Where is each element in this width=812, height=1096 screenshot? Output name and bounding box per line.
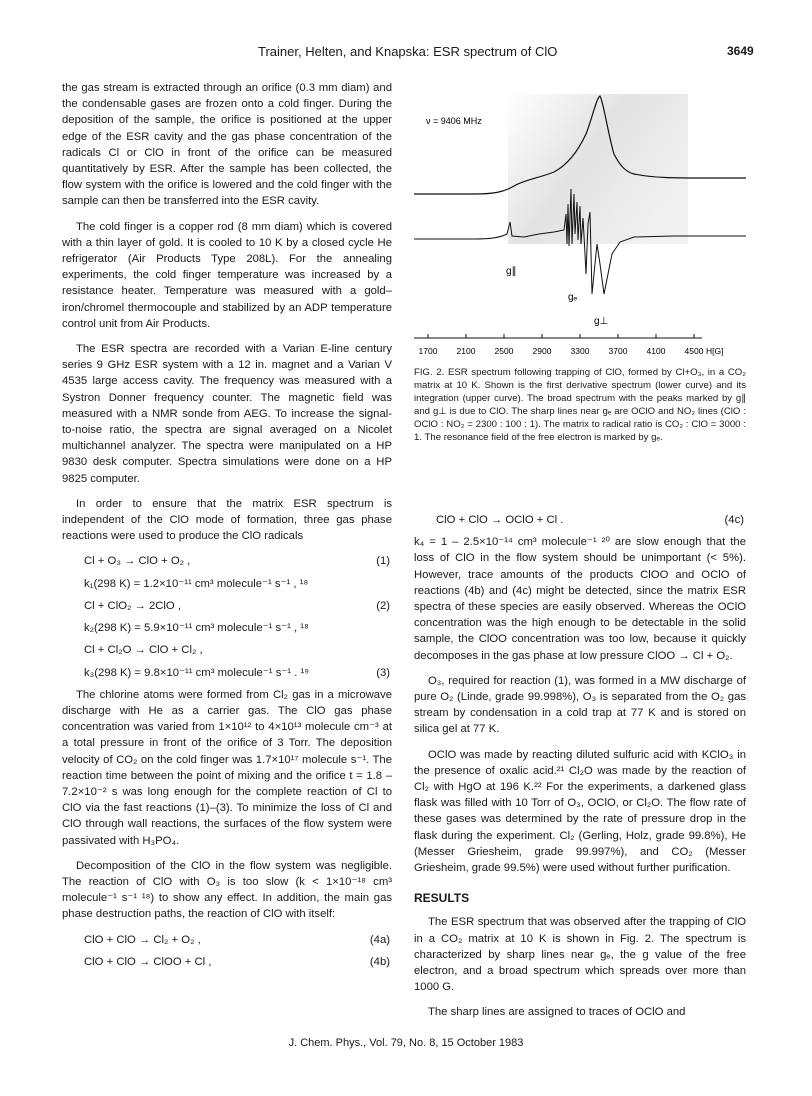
axis-tick-label: 3700 <box>608 346 628 356</box>
axis-tick-label: 1700 <box>418 346 438 356</box>
axis-tick-label: 4500 <box>684 346 704 356</box>
running-head: Trainer, Helten, and Knapska: ESR spectrum of ClO <box>258 44 558 59</box>
left-column <box>62 80 392 976</box>
axis-tick-label: 2900 <box>532 346 552 356</box>
axis-tick-label: 3300 <box>570 346 590 356</box>
figure-caption: FIG. 2. ESR spectrum following trapping of ClO, formed by Cl+O₃, in a CO₂ matrix at 10 K. Shown is the first derivative spectrum (lower curve) and its integration (upper curve). The broad spectrum with the peaks marked by g∥ and g⊥ is due to ClO. The sharp lines near gₑ are OClO and NO₂ lines (ClO : OClO : NO₂ = 2300 : 100 : 1). The matrix to radical ratio is CO₂ : ClO = 3000 : 1. The resonance field of the free electron is marked by gₑ. <box>414 367 746 443</box>
paragraph: The chlorine atoms were formed from Cl₂ gas in a microwave discharge with He as a carrier gas. The ClO gas phase concentration was varied from 1×10¹² to 4×10¹³ molecule cm⁻³ at a total pressure in front of the orifice of 3 Torr. The deposition velocity of CO₂ on the cold finger was 1.7×10¹⁷ molecule s⁻¹. The reaction time between the point of mixing and the orifice t = 1.8 – 7.2×10⁻² s was long enough for the complete reaction of Cl to ClO via the fast reactions (1)–(3). To minimize the loss of Cl and ClO through wall reactions, the surfaces of the flow system were passivated with H₃PO₄. <box>62 688 392 847</box>
equation-2: Cl + ClO₂ → 2ClO , (2) <box>84 599 390 612</box>
esr-spectrum-figure <box>414 94 746 362</box>
esr-spectrum-plot <box>414 94 746 362</box>
paragraph: In order to ensure that the matrix ESR spectrum is independent of the ClO mode of formation, three gas phase reactions were used to produce the ClO radicals <box>62 497 392 543</box>
paragraph: k₄ = 1 – 2.5×10⁻¹⁴ cm³ molecule⁻¹ ²⁰ are slow enough that the loss of ClO in the flow system should be unimportant (< 5%). However, trace amounts of the products ClOO and OClO of reactions (4b) and (4c) might be detected, since the matrix ESR spectra of these species are easily observed. Whereas the OClO concentration was the high enough to be detectable in the solid sample, the ClOO concentration was too low, because it quickly decomposes in the gas phase at low pressure ClOO → Cl + O₂. <box>414 536 746 662</box>
paragraph: O₃, required for reaction (1), was formed in a MW discharge of pure O₂ (Linde, grade 99.998%), O₃ is separated from the O₂ gas stream by condensation in a cold trap at 77 K and is stored on silica gel at 77 K. <box>414 674 746 736</box>
rate-constant-1: k₁(298 K) = 1.2×10⁻¹¹ cm³ molecule⁻¹ s⁻¹ , ¹⁸ <box>84 577 309 590</box>
g-parallel-label: g∥ <box>506 266 517 277</box>
journal-footer: J. Chem. Phys., Vol. 79, No. 8, 15 October 1983 <box>288 1037 524 1049</box>
rate-constant-2: k₂(298 K) = 5.9×10⁻¹¹ cm³ molecule⁻¹ s⁻¹ , ¹⁸ <box>84 622 309 635</box>
axis-tick-label: 4100 <box>646 346 666 356</box>
section-heading: RESULTS <box>414 891 470 906</box>
right-column <box>414 508 746 1030</box>
frequency-label: ν = 9406 MHz <box>426 116 482 126</box>
equation-3: Cl + Cl₂O → ClO + Cl₂ , <box>84 644 203 657</box>
paragraph: The ESR spectra are recorded with a Varian E-line century series 9 GHz ESR system with a 12 in. magnet and a Varian V 4535 large access cavity. The frequency was measured with a Systron Donner frequency counter. The magnetic field was measured with a NMR sonde from AEG. To increase the signal-to-noise ratio, the spectra are signal averaged on a Nicolet multichannel analyzer. The spectra were manipulated on a HP 9830 desk computer. Spectra simulations were done on a HP 9825 computer. <box>62 343 392 485</box>
equation-1: Cl + O₃ → ClO + O₂ , (1) <box>84 555 390 568</box>
axis-tick-label: 2500 <box>494 346 514 356</box>
paragraph: OClO was made by reacting diluted sulfuric acid with KClO₃ in the presence of oxalic acid.²¹ Cl₂O was made by the reaction of Cl₂ with HgO at 196 K.²² For the experiments, a darkened glass flask was filled with 10 Torr of O₃, OClO, or Cl₂O. The flow rate of these gases was determined by the rate of pressure drop in the flask during the experiment. Cl₂ (Gerling, Holz, grade 99.8%), He (Messer Griesheim, grade 99.997%), and CO₂ (Messer Griesheim, grade 99.5%) were used without further purification. <box>414 748 746 875</box>
equation-4c: ClO + ClO → OClO + Cl . (4c) <box>436 514 744 526</box>
axis-ticks <box>419 334 704 356</box>
axis-unit: H[G] <box>706 346 724 356</box>
g-e-label: gₑ <box>568 292 578 303</box>
g-perp-label: g⊥ <box>594 316 609 327</box>
equation-4b: ClO + ClO → ClOO + Cl , (4b) <box>84 955 390 968</box>
paragraph: The cold finger is a copper rod (8 mm diam) which is covered with a thin layer of gold. It is cooled to 10 K by a closed cycle He refrigerator (Air Products Type 208L). For the annealing experiments, the cold finger temperature was increased by a resistance heater. Temperature was measured with a gold–iron/chromel thermocouple and stabilized by an ADP temperature control unit from Air Products. <box>62 220 392 330</box>
paragraph: The sharp lines are assigned to traces of OClO and <box>428 1006 686 1019</box>
page-number: 3649 <box>727 44 754 58</box>
paragraph: Decomposition of the ClO in the flow system was negligible. The reaction of ClO with O₃ is too slow (k < 1×10⁻¹⁸ cm³ molecule⁻¹ s⁻¹ ¹⁸) to show any effect. In addition, the main gas phase destruction paths, the reaction of ClO with itself: <box>62 859 392 921</box>
axis-tick-label: 2100 <box>456 346 476 356</box>
paragraph: The ESR spectrum that was observed after the trapping of ClO in a CO₂ matrix at 10 K is shown in Fig. 2. The spectrum is characterized by sharp lines near gₑ, the g value of the free electron, and a broad spectrum which spreads over more than 1000 G. <box>414 916 746 994</box>
paragraph: the gas stream is extracted through an orifice (0.3 mm diam) and the condensable gases are frozen onto a cold finger. During the deposition of the sample, the orifice is positioned at the upper edge of the ESR cavity and the gas phase concentration of the radicals Cl or ClO in front of the orifice can be measured quantitatively by ESR. After the sample has been collected, the flow system with the orifice is lowered and the cold finger with the sample can then be transferred into the ESR cavity. <box>62 82 392 208</box>
equation-4a: ClO + ClO → Cl₂ + O₂ , (4a) <box>84 933 390 946</box>
rate-constant-3: k₃(298 K) = 9.8×10⁻¹¹ cm³ molecule⁻¹ s⁻¹ . ¹⁹ (3) <box>84 666 390 679</box>
